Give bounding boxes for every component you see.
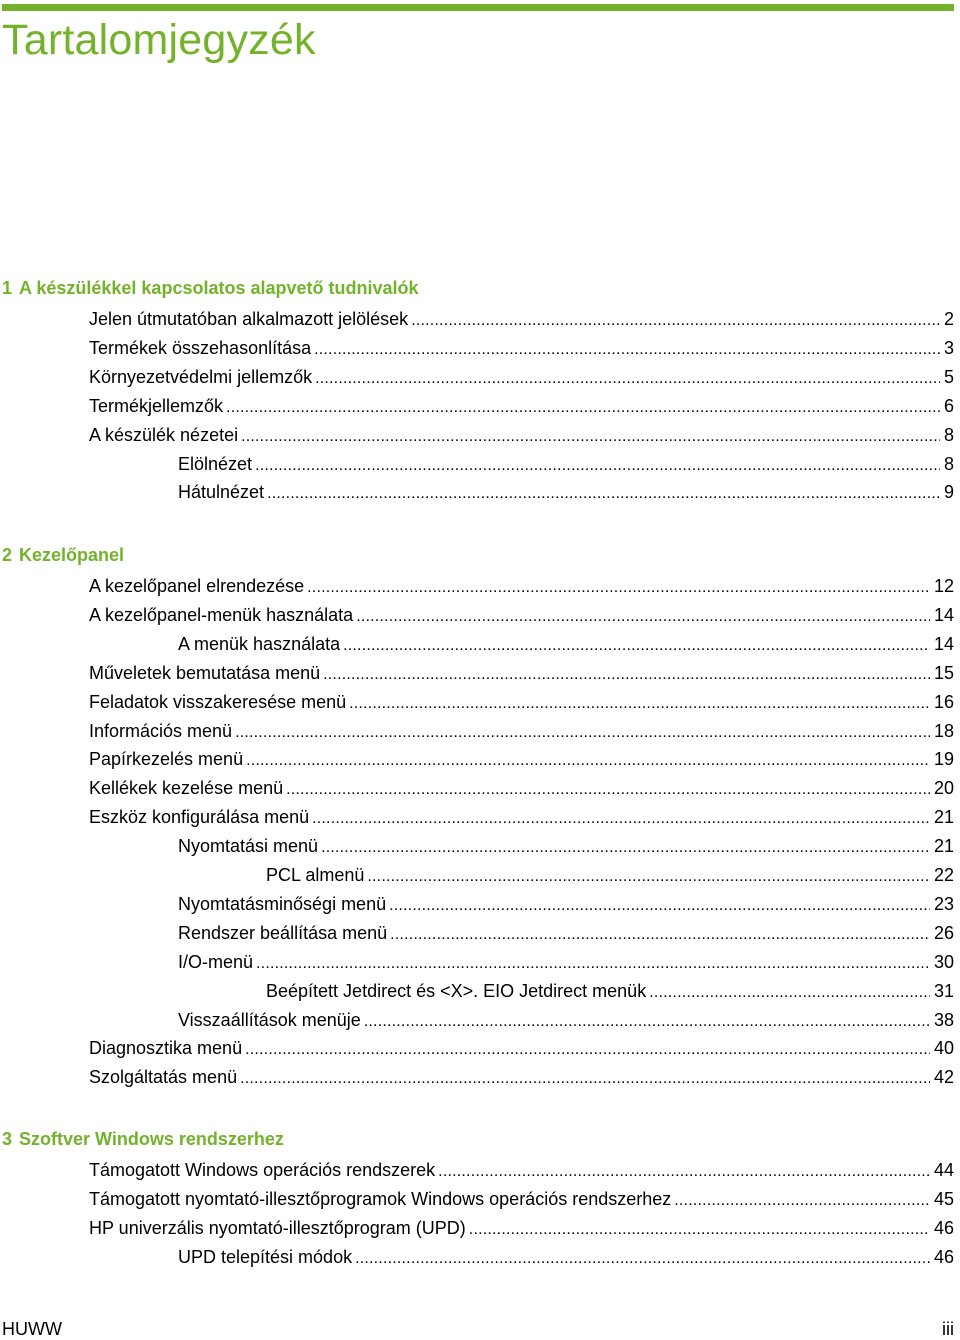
toc-entry[interactable] — [89, 805, 954, 829]
toc-entry-page: 31 — [933, 981, 954, 1001]
toc-entry-label: Támogatott nyomtató-illesztőprogramok Windows operációs rendszerhez — [89, 1189, 672, 1209]
toc-entry-label: Feladatok visszakeresése menü — [89, 692, 347, 712]
toc-entry-label: Elölnézet — [178, 454, 253, 474]
toc-entry[interactable] — [89, 574, 954, 598]
toc-entry[interactable] — [89, 747, 954, 771]
toc-entry[interactable] — [89, 1065, 954, 1089]
chapter-title: A készülékkel kapcsolatos alapvető tudnivalók — [19, 278, 419, 298]
toc-entry-label: Szolgáltatás menü — [89, 1067, 238, 1087]
dot-leader — [349, 692, 930, 716]
dot-leader — [321, 836, 930, 860]
dot-leader — [355, 1247, 930, 1271]
toc-entry-page: 21 — [933, 836, 954, 856]
toc-entry-page: 40 — [933, 1038, 954, 1058]
toc-entry-page: 30 — [933, 952, 954, 972]
toc-entry-label: A kezelőpanel-menük használata — [89, 605, 354, 625]
dot-leader — [411, 309, 940, 333]
toc-entry-label: Kellékek kezelése menü — [89, 778, 284, 798]
toc-entry-page: 46 — [933, 1218, 954, 1238]
dot-leader — [323, 663, 930, 687]
dot-leader — [241, 425, 940, 449]
dot-leader — [256, 952, 930, 976]
toc-entry[interactable] — [89, 690, 954, 714]
toc-entry-label: Termékek összehasonlítása — [89, 338, 312, 358]
toc-entry-page: 42 — [933, 1067, 954, 1087]
toc-entry-label: Jelen útmutatóban alkalmazott jelölések — [89, 309, 409, 329]
chapter-heading[interactable] — [2, 1127, 284, 1151]
toc-entry-label: Visszaállítások menüje — [178, 1010, 361, 1030]
toc-entry-page: 16 — [933, 692, 954, 712]
toc-entry[interactable] — [178, 834, 954, 858]
toc-entry-label: I/O-menü — [178, 952, 254, 972]
page-title: Tartalomjegyzék — [2, 16, 316, 64]
dot-leader — [286, 778, 930, 802]
dot-leader — [312, 807, 930, 831]
dot-leader — [245, 1038, 930, 1062]
toc-entry-label: A kezelőpanel elrendezése — [89, 576, 305, 596]
toc-entry-label: Hátulnézet — [178, 482, 265, 502]
dot-leader — [389, 894, 930, 918]
dot-leader — [235, 721, 930, 745]
toc-entry-page: 5 — [943, 367, 954, 387]
toc-entry[interactable] — [266, 979, 954, 1003]
chapter-heading[interactable] — [2, 543, 124, 567]
toc-entry[interactable] — [178, 632, 954, 656]
chapter-number: 3 — [2, 1129, 13, 1149]
chapter-number: 1 — [2, 278, 13, 298]
toc-entry-label: Műveletek bemutatása menü — [89, 663, 321, 683]
dot-leader — [226, 396, 940, 420]
toc-entry-page: 6 — [943, 396, 954, 416]
toc-entry[interactable] — [89, 1216, 954, 1240]
toc-entry[interactable] — [89, 394, 954, 418]
dot-leader — [307, 576, 930, 600]
toc-entry[interactable] — [89, 336, 954, 360]
toc-entry-page: 45 — [933, 1189, 954, 1209]
toc-entry-label: HP univerzális nyomtató-illesztőprogram (UPD) — [89, 1218, 466, 1238]
toc-entry[interactable] — [178, 921, 954, 945]
toc-entry-page: 8 — [943, 454, 954, 474]
toc-entry[interactable] — [89, 1187, 954, 1211]
chapter-number: 2 — [2, 545, 13, 565]
toc-entry-label: Környezetvédelmi jellemzők — [89, 367, 313, 387]
toc-entry-label: A menük használata — [178, 634, 341, 654]
toc-entry[interactable] — [178, 892, 954, 916]
toc-entry[interactable] — [89, 423, 954, 447]
toc-entry-label: Termékjellemzők — [89, 396, 224, 416]
toc-entry[interactable] — [178, 950, 954, 974]
toc-entry-label: UPD telepítési módok — [178, 1247, 353, 1267]
dot-leader — [469, 1218, 930, 1242]
toc-entry-page: 44 — [933, 1160, 954, 1180]
dot-leader — [267, 482, 940, 506]
dot-leader — [438, 1160, 930, 1184]
toc-entry[interactable] — [178, 1245, 954, 1269]
toc-entry[interactable] — [89, 719, 954, 743]
dot-leader — [356, 605, 930, 629]
toc-entry-page: 19 — [933, 749, 954, 769]
chapter-title: Kezelőpanel — [19, 545, 125, 565]
dot-leader — [246, 749, 930, 773]
toc-entry-page: 3 — [943, 338, 954, 358]
toc-entry-label: Információs menü — [89, 721, 233, 741]
toc-entry[interactable] — [178, 480, 954, 504]
toc-entry[interactable] — [89, 1036, 954, 1060]
toc-entry-page: 14 — [933, 605, 954, 625]
dot-leader — [315, 367, 940, 391]
toc-entry-page: 15 — [933, 663, 954, 683]
toc-entry-label: A készülék nézetei — [89, 425, 239, 445]
toc-entry-label: Nyomtatásminőségi menü — [178, 894, 387, 914]
dot-leader — [367, 865, 930, 889]
toc-entry-page: 20 — [933, 778, 954, 798]
dot-leader — [255, 454, 940, 478]
toc-entry-page: 9 — [943, 482, 954, 502]
toc-entry-label: Eszköz konfigurálása menü — [89, 807, 310, 827]
toc-entry-label: PCL almenü — [266, 865, 365, 885]
dot-leader — [343, 634, 930, 658]
toc-entry[interactable] — [89, 307, 954, 331]
toc-entry-page: 14 — [933, 634, 954, 654]
dot-leader — [364, 1010, 930, 1034]
dot-leader — [314, 338, 940, 362]
footer-left: HUWW — [2, 1319, 62, 1339]
toc-entry-page: 23 — [933, 894, 954, 914]
toc-entry[interactable] — [89, 776, 954, 800]
toc-entry-page: 26 — [933, 923, 954, 943]
toc-entry-page: 8 — [943, 425, 954, 445]
toc-entry[interactable] — [178, 452, 954, 476]
toc-entry[interactable] — [89, 661, 954, 685]
toc-entry-page: 12 — [933, 576, 954, 596]
toc-entry-page: 2 — [943, 309, 954, 329]
toc-entry-page: 18 — [933, 721, 954, 741]
toc-entry-label: Nyomtatási menü — [178, 836, 319, 856]
dot-leader — [390, 923, 930, 947]
toc-entry-label: Papírkezelés menü — [89, 749, 244, 769]
toc-entry[interactable] — [178, 1008, 954, 1032]
toc-entry[interactable] — [266, 863, 954, 887]
toc-entry-page: 46 — [933, 1247, 954, 1267]
toc-entry[interactable] — [89, 603, 954, 627]
toc-entry-label: Beépített Jetdirect és <X>. EIO Jetdirect menük — [266, 981, 647, 1001]
toc-entry-page: 21 — [933, 807, 954, 827]
toc-entry[interactable] — [89, 365, 954, 389]
dot-leader — [240, 1067, 930, 1091]
toc-entry-page: 38 — [933, 1010, 954, 1030]
chapter-heading[interactable] — [2, 276, 419, 300]
toc-entry-page: 22 — [933, 865, 954, 885]
toc-entry-label: Diagnosztika menü — [89, 1038, 243, 1058]
dot-leader — [674, 1189, 930, 1213]
dot-leader — [649, 981, 930, 1005]
toc-entry-label: Rendszer beállítása menü — [178, 923, 388, 943]
footer-page-number: iii — [942, 1319, 954, 1339]
toc-entry-label: Támogatott Windows operációs rendszerek — [89, 1160, 436, 1180]
toc-entry[interactable] — [89, 1158, 954, 1182]
chapter-title: Szoftver Windows rendszerhez — [19, 1129, 284, 1149]
